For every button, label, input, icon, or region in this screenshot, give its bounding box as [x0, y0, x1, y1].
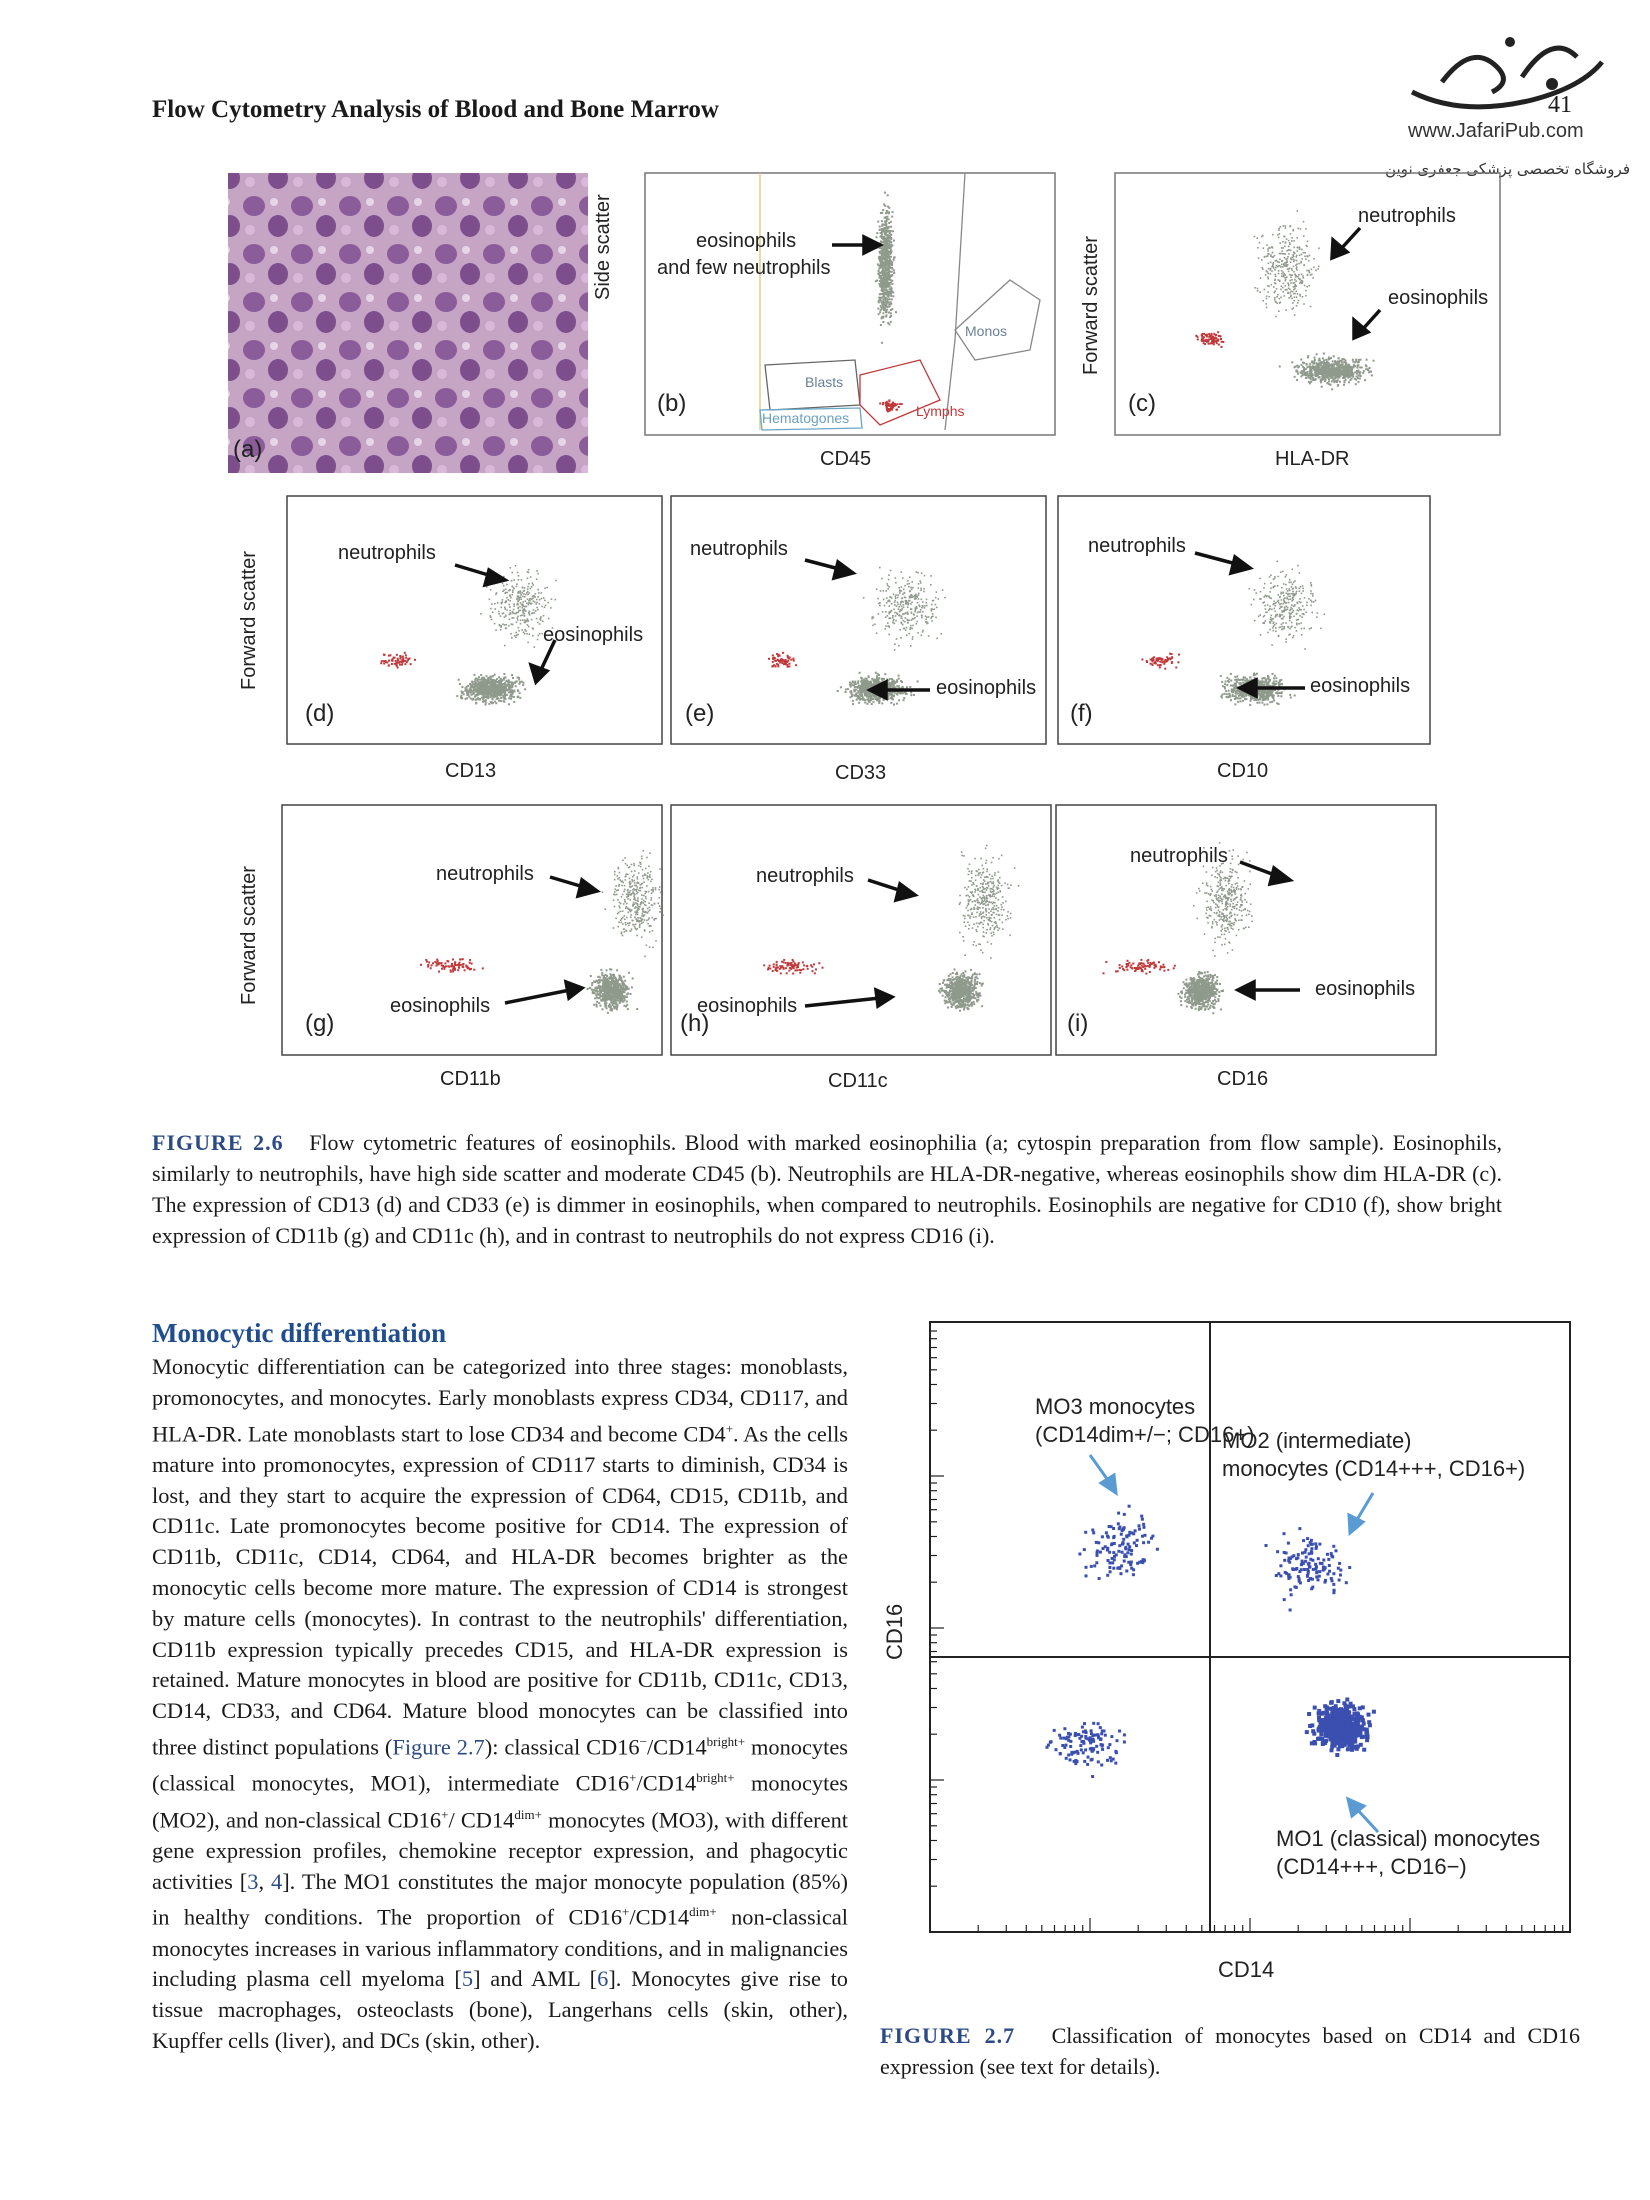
fig27-mo2-line1: MO2 (intermediate): [1222, 1428, 1412, 1453]
panel-d-letter: (d): [305, 700, 335, 727]
panel-i-eos-cloud: [1177, 971, 1224, 1014]
watermark-persian: فروشگاه تخصصی پزشکی جعفری نوین: [1385, 160, 1630, 178]
panel-f-xlabel: CD10: [1217, 760, 1269, 782]
panel-h-neut-cloud: [959, 845, 1020, 959]
panel-d-ylabel: Forward scatter: [238, 551, 260, 690]
gate-hematogones: Hematogones: [762, 410, 850, 426]
panel-i-letter: (i): [1067, 1010, 1089, 1037]
running-header: Flow Cytometry Analysis of Blood and Bone Marrow: [152, 96, 719, 123]
panel-c-eos-cloud: [1279, 353, 1375, 391]
panel-d-red-cloud: [380, 652, 416, 669]
mo1-population: [1305, 1698, 1376, 1758]
panel-c-neut-cloud: [1254, 210, 1320, 317]
ref-3-link[interactable]: 3: [247, 1868, 259, 1894]
panel-i-xlabel: CD16: [1217, 1068, 1269, 1090]
panel-c-ylabel: Forward scatter: [1080, 236, 1102, 375]
panel-e-label-eos: eosinophils: [936, 677, 1037, 699]
gate-blasts: Blasts: [805, 374, 844, 390]
panel-h-xlabel: CD11c: [828, 1070, 888, 1092]
mo2-population: [1265, 1527, 1352, 1611]
panel-e-red-cloud: [768, 652, 797, 668]
fig27-xlabel: CD14: [1218, 1957, 1275, 1982]
cytospin-image: [228, 173, 588, 473]
figure-2-7-link[interactable]: Figure 2.7: [392, 1734, 485, 1760]
panel-b-label-eos: eosinophils: [696, 230, 797, 252]
panel-g-xlabel: CD11b: [440, 1068, 501, 1090]
panel-h-red-cloud: [763, 959, 823, 975]
panel-i-label-neut: neutrophils: [1130, 845, 1228, 867]
panel-c-xlabel: HLA-DR: [1275, 448, 1350, 470]
panel-f-red-cloud: [1141, 653, 1180, 670]
panel-g-eos-cloud: [587, 968, 639, 1014]
section-heading: Monocytic differentiation: [152, 1318, 447, 1348]
panel-i-frame: [1056, 805, 1436, 1055]
panel-g-neut-cloud: [602, 850, 664, 957]
panel-c-letter: (c): [1128, 390, 1156, 417]
panel-d-eos-cloud: [456, 673, 526, 706]
ref-6-link[interactable]: 6: [597, 1966, 609, 1992]
panel-f-frame: [1058, 496, 1430, 744]
panel-d-label-eos: eosinophils: [543, 624, 644, 646]
ref-4-link[interactable]: 4: [271, 1868, 283, 1894]
panel-b-ylabel: Side scatter: [592, 194, 614, 300]
panel-f-neut-cloud: [1249, 561, 1326, 650]
panel-e-xlabel: CD33: [835, 762, 887, 784]
panel-h-label-eos: eosinophils: [697, 995, 798, 1017]
panel-d-frame: [287, 496, 662, 744]
panel-h-letter: (h): [680, 1010, 710, 1037]
panel-g-letter: (g): [305, 1010, 335, 1037]
panel-b-frame: [645, 173, 1055, 435]
figure-2-6-caption-label: FIGURE 2.6: [152, 1130, 284, 1155]
panel-f-label-neut: neutrophils: [1088, 535, 1186, 557]
figure-2-7-caption-text: Classification of monocytes based on CD14 and CD16 expression (see text for details).: [880, 2023, 1581, 2079]
fig27-ylabel: CD16: [882, 1603, 907, 1660]
panel-f-letter: (f): [1070, 700, 1093, 727]
panel-d-xlabel: CD13: [445, 760, 497, 782]
panel-b-gates: [760, 173, 1040, 430]
panel-b-letter: (b): [657, 390, 687, 417]
panel-h-label-neut: neutrophils: [756, 865, 854, 887]
panel-i-red-cloud: [1103, 959, 1176, 975]
figure-2-7-caption-label: FIGURE 2.7: [880, 2023, 1016, 2048]
panel-c-red-cloud: [1195, 331, 1224, 348]
figure-2-7: [920, 1315, 1580, 1955]
panel-e-letter: (e): [685, 700, 715, 727]
figure-2-7-caption: [880, 2020, 1580, 2082]
watermark-url: www.JafariPub.com: [1408, 120, 1584, 142]
panel-g-ylabel: Forward scatter: [238, 866, 260, 1005]
panel-d-label-neut: neutrophils: [338, 542, 436, 564]
fig27-mo3-line2: (CD14dim+/−; CD16+): [1035, 1422, 1255, 1447]
panel-h-eos-cloud: [938, 968, 984, 1011]
fig27-mo2-line2: monocytes (CD14+++, CD16+): [1222, 1456, 1526, 1481]
panel-g-red-cloud: [420, 958, 484, 973]
panel-c-label-eos: eosinophils: [1388, 287, 1489, 309]
fig27-arrows: [1090, 1455, 1378, 1832]
body-paragraph: Monocytic differentiation can be categorized into three stages: monoblasts, promonocytes, and monocytes. Early monoblasts express CD34, CD117, and HLA-DR. Late monoblasts start to lose CD34 and become CD4+. As the cells mature into promonocytes, expression of CD117 starts to diminish, CD34 is lost, and they start to acquire the expression of CD64, CD15, CD11b, and CD11c. Late promonocytes become positive for CD14. The expression of CD11b, CD11c, CD14, CD64, and HLA-DR becomes brighter as the monocytic cells become more mature. The expression of CD14 is strongest by mature cells (monocytes). In contrast to the neutrophils' differentiation, CD11b expression typically precedes CD15, and HLA-DR expression is retained. Mature monocytes in blood are positive for CD11b, CD11c, CD13, CD14, CD33, and CD64. Mature blood monocytes can be classified into three distinct populations (Figure 2.7): classical $CD16^-/CD14^{bright+}$ monocytes (classical monocytes, MO1), intermediate $CD16^+/CD14^{bright+}$ monocytes (MO2), and non-classical CD16+/ $CD14^{dim+}$ monocytes (MO3), with different gene expression profiles, chemokine receptor expression, and phagocytic activities [3, 4]. The MO1 constitutes the major monocyte population (85%) in healthy conditions. The proportion of $CD16^+/CD14^{dim+}$ non-classical monocytes increases in various inflammatory conditions, and in malignancies including plasma cell myeloma [5] and AML [6]. Monocytes give rise to tissue macrophages, osteoclasts (bone), Langerhans cells (skin, other), Kupffer cells (liver), and DCs (skin, other).: [152, 1354, 848, 2054]
panel-a-letter: (a): [233, 436, 263, 463]
panel-i-label-eos: eosinophils: [1315, 978, 1416, 1000]
panel-g-label-neut: neutrophils: [436, 863, 534, 885]
lower-left-population: [1046, 1722, 1126, 1778]
panel-b-eos-cloud: [875, 192, 897, 344]
figure-2-6-caption-text: Flow cytometric features of eosinophils. Blood with marked eosinophilia (a; cytospin preparation from flow sample). Eosinophils, similarly to neutrophils, have high side scatter and moderate CD45 (b). Neutrophils are HLA-DR-negative, whereas eosinophils show dim HLA-DR (c). The expression of CD13 (d) and CD33 (e) is dimmer in eosinophils, when compared to neutrophils. Eosinophils are negative for CD10 (f), show bright expression of CD11b (g) and CD11c (h), and in contrast to neutrophils do not express CD16 (i).: [152, 1130, 1503, 1248]
panel-e-label-neut: neutrophils: [690, 538, 788, 560]
mo3-population: [1078, 1505, 1159, 1580]
panel-b-lymph-cloud: [879, 399, 903, 412]
panel-e-frame: [671, 496, 1046, 744]
panel-c-label-neut: neutrophils: [1358, 205, 1456, 227]
ref-5-link[interactable]: 5: [461, 1966, 474, 1992]
panel-g-label-eos: eosinophils: [390, 995, 491, 1017]
panel-b-label-eos2: and few neutrophils: [657, 257, 831, 279]
page-number: 41: [1548, 92, 1572, 118]
gate-lymphs: Lymphs: [916, 403, 965, 419]
panel-f-label-eos: eosinophils: [1310, 675, 1411, 697]
panel-b-xlabel: CD45: [820, 448, 872, 470]
gate-monos: Monos: [965, 323, 1008, 339]
fig27-mo1-line1: MO1 (classical) monocytes: [1276, 1826, 1541, 1851]
panel-e-neut-cloud: [863, 567, 946, 651]
fig27-mo3-line1: MO3 monocytes: [1035, 1394, 1196, 1419]
fig27-mo1-line2: (CD14+++, CD16−): [1276, 1854, 1467, 1879]
figure-2-6-caption: [152, 1127, 1502, 1251]
